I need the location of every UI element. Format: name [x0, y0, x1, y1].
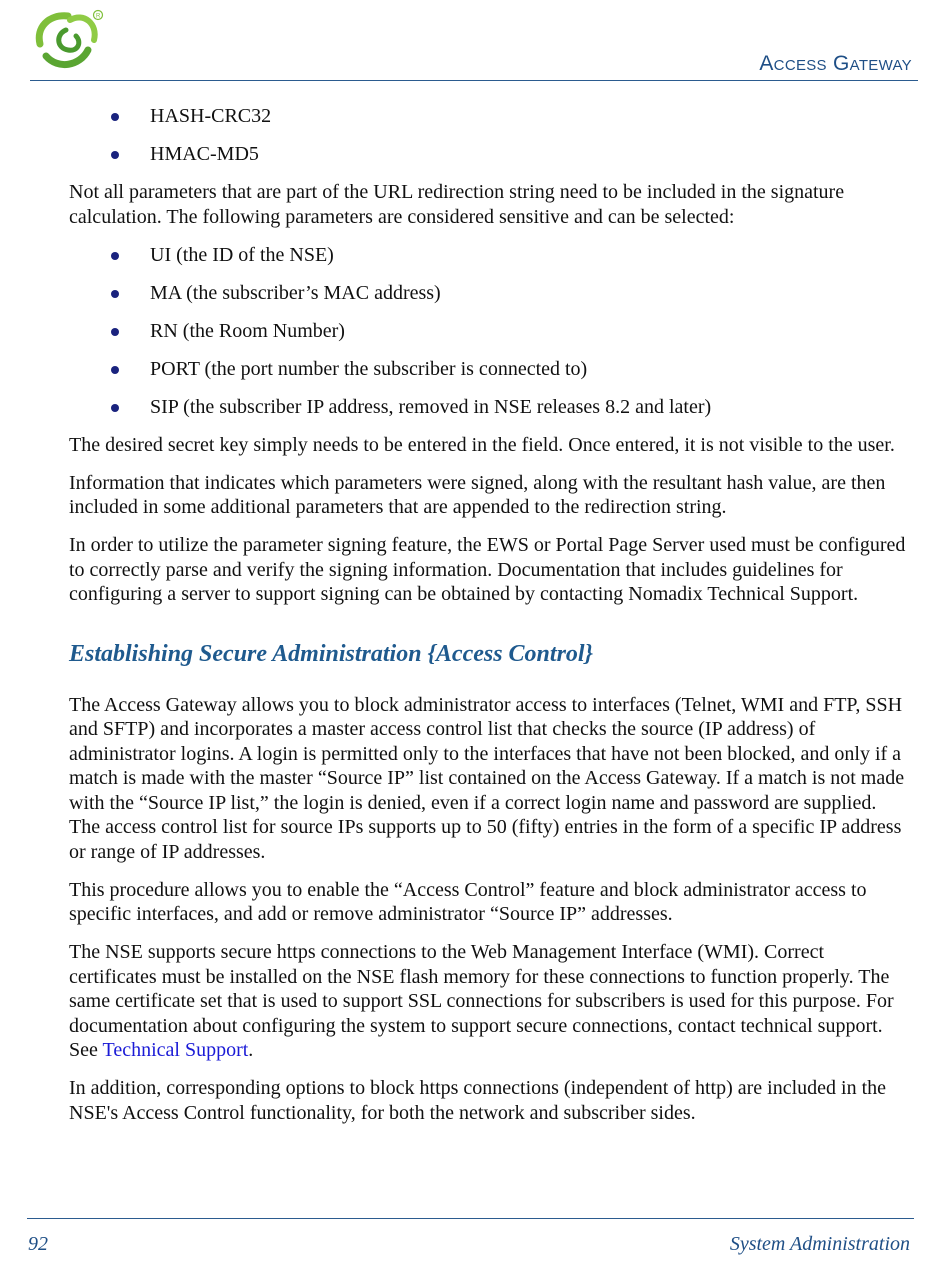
header-rule — [30, 80, 918, 81]
technical-support-link[interactable]: Technical Support — [102, 1039, 249, 1061]
section-heading: Establishing Secure Administration {Access Control} — [69, 640, 593, 667]
paragraph: This procedure allows you to enable the “Access Control” feature and block administrator access to specific interfaces, and add or remove administrator “Source IP” addresses. — [69, 878, 867, 925]
page-body — [69, 104, 912, 1139]
running-title: Access Gateway — [759, 52, 912, 75]
paragraph: In addition, corresponding options to block https connections (independent of http) are included in the NSE's Access Control functionality, for both the network and subscriber sides. — [69, 1077, 887, 1124]
paragraph: Not all parameters that are part of the URL redirection string need to be included in the signature calculation. The following parameters are considered sensitive and can be selected: — [69, 181, 845, 228]
hash-algorithm-list — [69, 104, 912, 167]
footer-rule — [27, 1218, 914, 1219]
paragraph: The desired secret key simply needs to be entered in the field. Once entered, it is not visible to the user. — [69, 433, 895, 456]
paragraph: Information that indicates which parameters were signed, along with the resultant hash value, are then included in some additional parameters that are appended to the redirection string. — [69, 471, 886, 518]
footer-section-title: System Administration — [729, 1233, 910, 1255]
list-item: RN (the Room Number) — [69, 319, 912, 344]
nomadix-logo-icon — [28, 6, 108, 72]
list-item: MA (the subscriber’s MAC address) — [69, 281, 912, 306]
list-item: HASH-CRC32 — [69, 104, 912, 129]
list-item: HMAC-MD5 — [69, 142, 912, 167]
paragraph: The Access Gateway allows you to block administrator access to interfaces (Telnet, WMI and FTP, SSH and SFTP) and incorporates a master access control list that checks the source (IP address) of administrator logins. A login is permitted only to the interfaces that have not been blocked, and only if a match is made with the master “Source IP” list contained on the Access Gateway. If a match is not made with the “Source IP list,” the login is denied, even if a correct login name and password are supplied. The access control list for source IPs supports up to 50 (fifty) entries in the form of a specific IP address or range of IP addresses. — [69, 693, 905, 863]
list-item: SIP (the subscriber IP address, removed in NSE releases 8.2 and later) — [69, 395, 912, 420]
bullet-icon — [111, 252, 119, 260]
paragraph: The NSE supports secure https connections to the Web Management Interface (WMI). Correct certificates must be installed on the NSE flash memory for these connections to function properly. The same certificate set that is used to support SSL connections for subscribers is used for this purpose. For documentation about configuring the system to support secure connections, contact technical support. See Technical Support. — [69, 941, 894, 1061]
list-item: UI (the ID of the NSE) — [69, 243, 912, 268]
bullet-icon — [111, 404, 119, 412]
bullet-icon — [111, 151, 119, 159]
list-item: PORT (the port number the subscriber is connected to) — [69, 357, 912, 382]
paragraph: In order to utilize the parameter signing feature, the EWS or Portal Page Server used must be configured to correctly parse and verify the signing information. Documentation that includes guidelines for configuring a server to support signing can be obtained by contacting Nomadix Technical Support. — [69, 534, 906, 605]
svg-text:R: R — [96, 13, 101, 20]
bullet-icon — [111, 366, 119, 374]
parameter-list — [69, 243, 912, 420]
bullet-icon — [111, 328, 119, 336]
page-number: 92 — [28, 1233, 48, 1255]
bullet-icon — [111, 113, 119, 121]
bullet-icon — [111, 290, 119, 298]
